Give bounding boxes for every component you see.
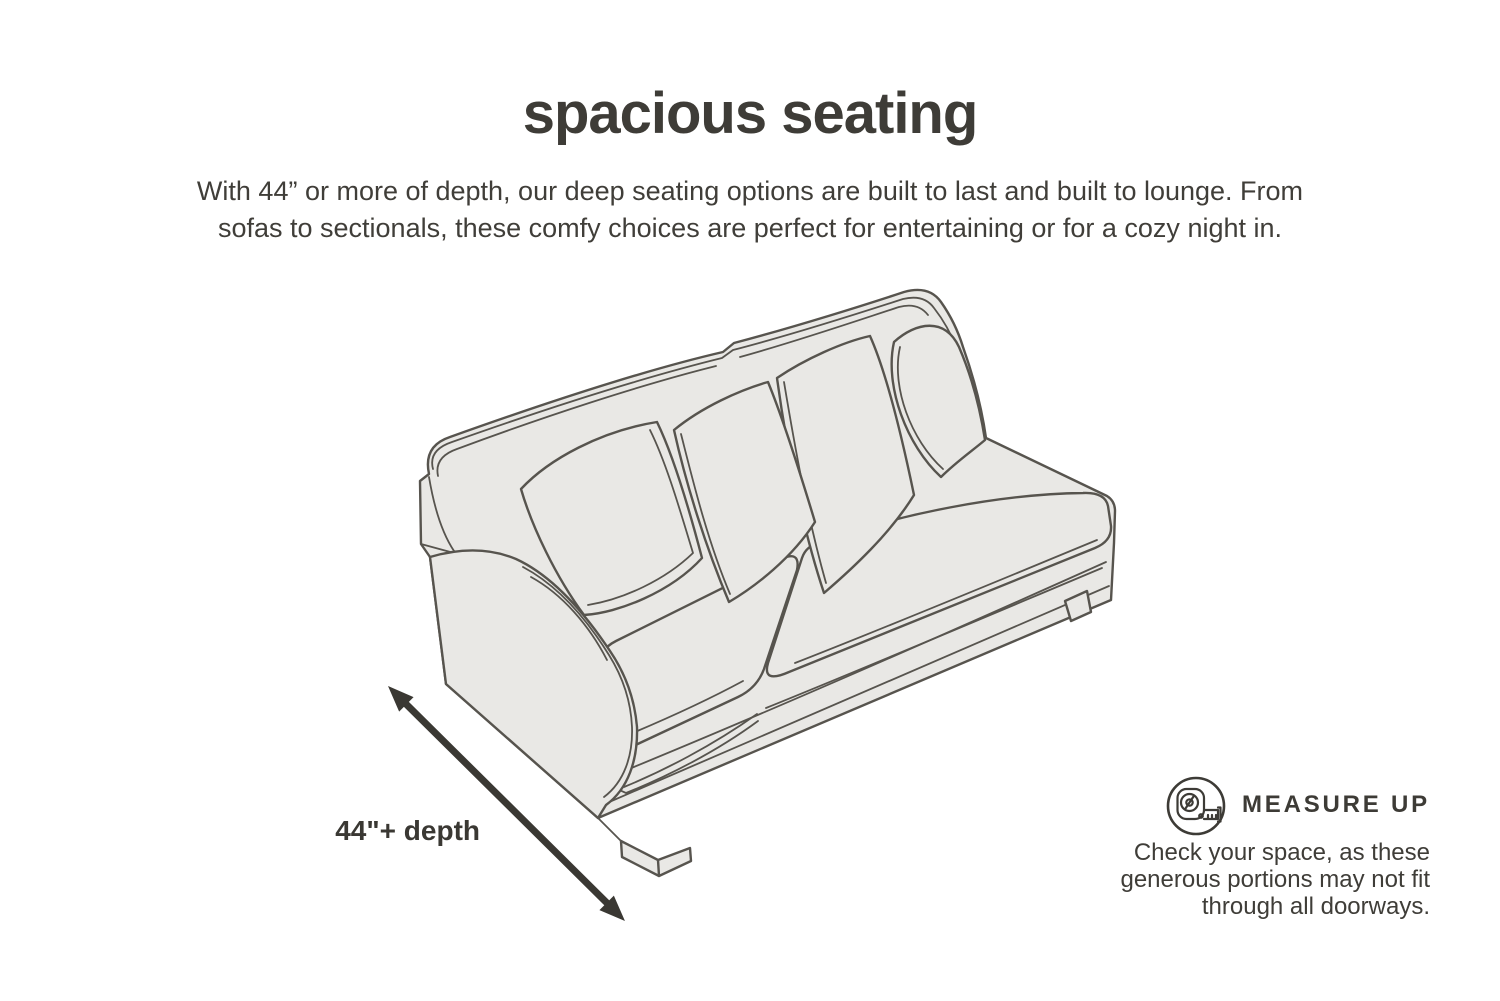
sofa-leg-front-left: [621, 841, 691, 876]
measure-note-line-3: through all doorways.: [1201, 893, 1430, 920]
description-line-1: With 44” or more of depth, our deep seating options are built to last and built to lounge. From: [196, 176, 1304, 206]
measure-note-line-2: generous portions may not fit: [1120, 866, 1430, 893]
page-title: spacious seating: [522, 81, 978, 146]
sofa-illustration: [420, 290, 1115, 876]
description-line-2: sofas to sectionals, these comfy choices are perfect for entertaining or for a cozy night in.: [217, 213, 1283, 243]
depth-label: 44"+ depth: [335, 815, 480, 846]
measure-up-heading: MEASURE UP: [1241, 791, 1430, 818]
leg-corner-line: [598, 818, 621, 841]
measure-note-line-1: Check your space, as these: [1133, 839, 1430, 866]
measure-up-note: [1010, 839, 1430, 920]
